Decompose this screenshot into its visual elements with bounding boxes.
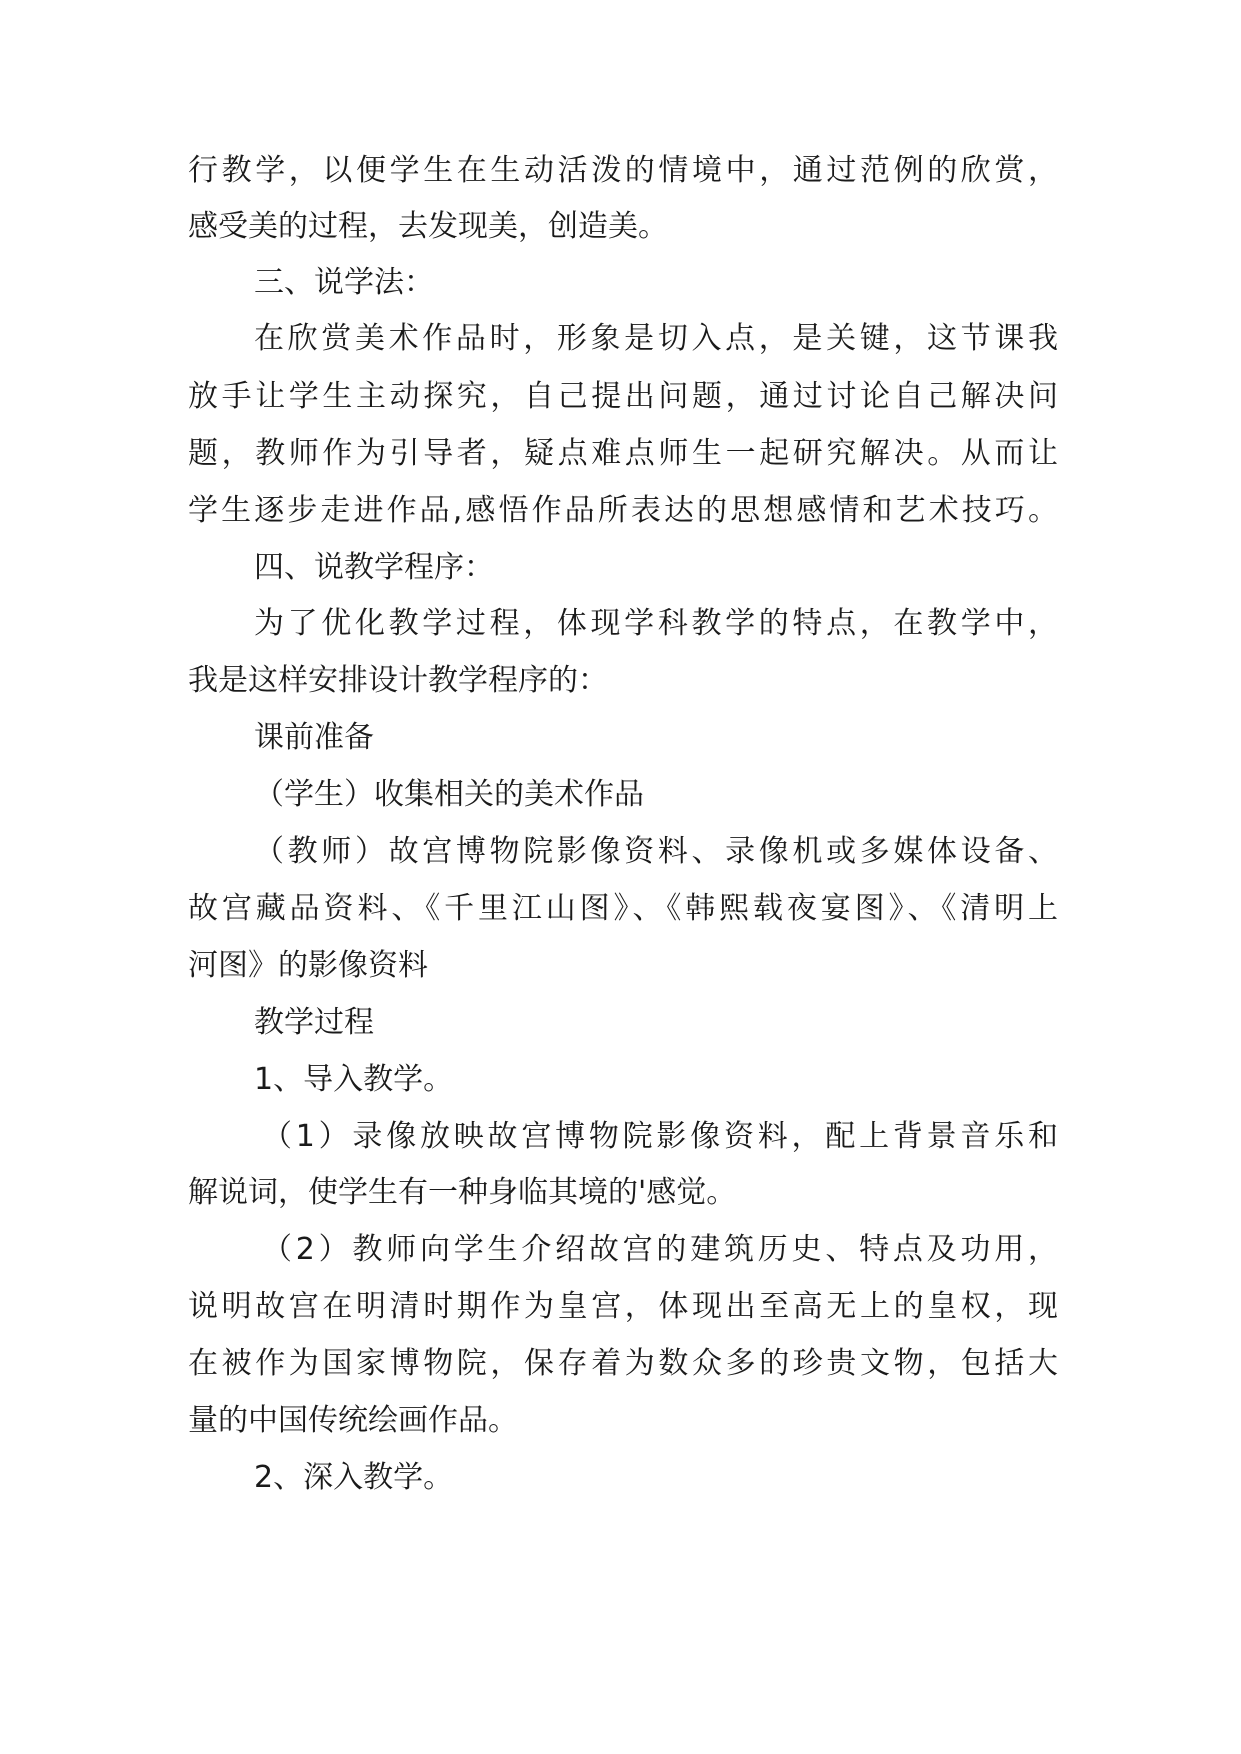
paragraph-line: 放手让学生主动探究，自己提出问题，通过讨论自己解决问 bbox=[188, 379, 1058, 414]
paragraph-line: 解说词，使学生有一种身临其境的'感觉。 bbox=[188, 1175, 737, 1210]
paragraph-line: （学生）收集相关的美术作品 bbox=[254, 777, 644, 812]
paragraph-line: 为了优化教学过程，体现学科教学的特点，在教学中， bbox=[254, 606, 1058, 641]
paragraph-line: （教师）故宫博物院影像资料、录像机或多媒体设备、 bbox=[254, 834, 1058, 869]
paragraph-line: 行教学，以便学生在生动活泼的情境中，通过范例的欣赏， bbox=[188, 153, 1058, 188]
section-heading: 四、说教学程序： bbox=[254, 550, 494, 585]
paragraph-line: 说明故宫在明清时期作为皇宫，体现出至高无上的皇权，现 bbox=[188, 1289, 1058, 1324]
paragraph-line: 河图》的影像资料 bbox=[188, 948, 428, 983]
paragraph-line: 在欣赏美术作品时，形象是切入点，是关键，这节课我 bbox=[254, 321, 1058, 356]
paragraph-line: 学生逐步走进作品,感悟作品所表达的思想感情和艺术技巧。 bbox=[188, 493, 1058, 528]
subheading: 2、深入教学。 bbox=[254, 1460, 454, 1495]
section-heading: 三、说学法： bbox=[254, 265, 434, 300]
paragraph-line: 题，教师作为引导者，疑点难点师生一起研究解决。从而让 bbox=[188, 436, 1058, 471]
paragraph-line: 故宫藏品资料、《千里江山图》、《韩熙载夜宴图》、《清明上 bbox=[188, 891, 1058, 926]
paragraph-line: 在被作为国家博物院，保存着为数众多的珍贵文物，包括大 bbox=[188, 1346, 1058, 1381]
paragraph-line: 量的中国传统绘画作品。 bbox=[188, 1403, 518, 1438]
paragraph-line: （1）录像放映故宫博物院影像资料，配上背景音乐和 bbox=[262, 1119, 1058, 1154]
paragraph-line: 感受美的过程，去发现美，创造美。 bbox=[188, 209, 668, 244]
paragraph-line: 我是这样安排设计教学程序的： bbox=[188, 663, 608, 698]
paragraph-line: （2）教师向学生介绍故宫的建筑历史、特点及功用， bbox=[262, 1232, 1058, 1267]
subheading: 教学过程 bbox=[254, 1005, 374, 1040]
paragraph-line: 1、导入教学。 bbox=[254, 1062, 454, 1097]
subheading: 课前准备 bbox=[254, 720, 374, 755]
